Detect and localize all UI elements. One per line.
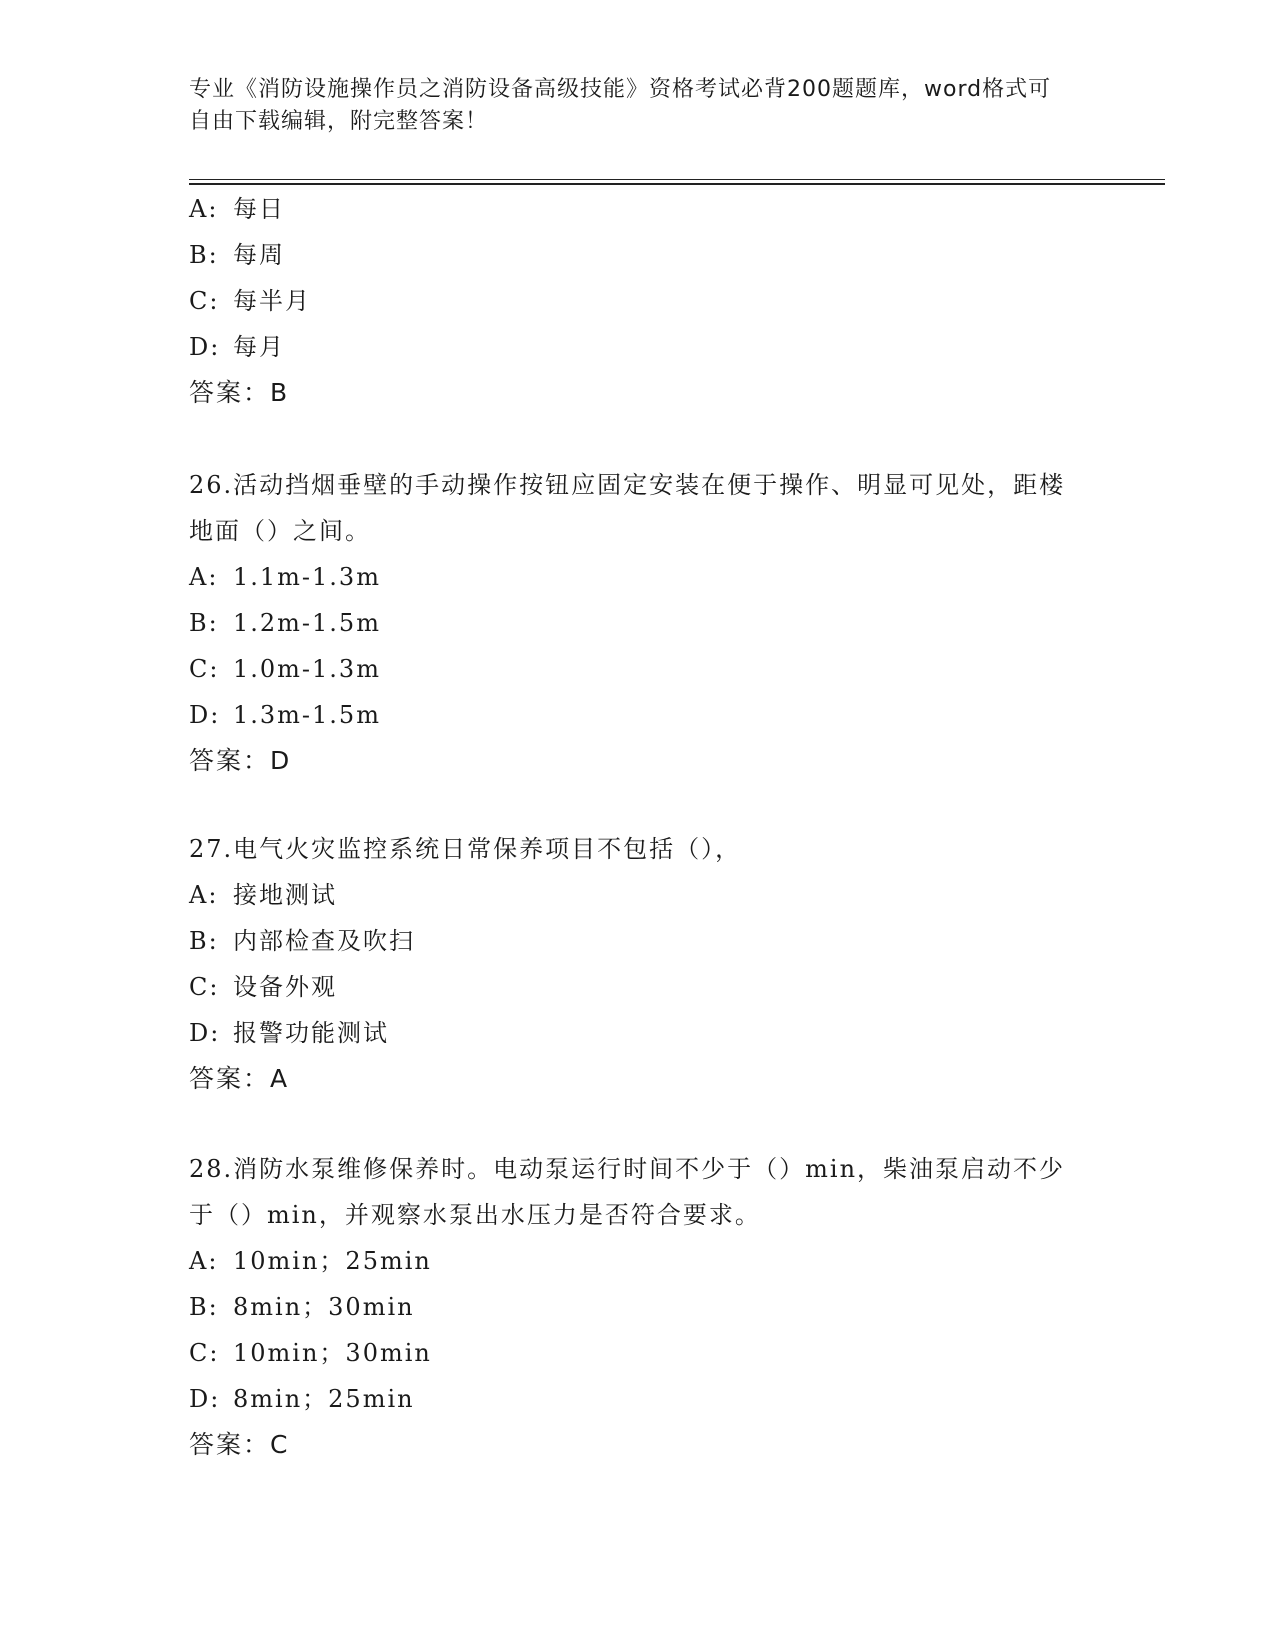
option-a (189, 186, 1089, 232)
option-b (189, 918, 1089, 964)
option-letter: C: (189, 1339, 220, 1367)
option-d (189, 1376, 1089, 1422)
header-divider-thick (189, 183, 1165, 185)
question-28 (189, 1146, 1089, 1468)
option-text: 每日 (233, 195, 285, 223)
option-b (189, 600, 1089, 646)
option-a (189, 554, 1089, 600)
option-text: 报警功能测试 (233, 1019, 389, 1047)
option-b (189, 1284, 1089, 1330)
option-text: 1.1m-1.3m (233, 563, 381, 591)
option-text: 8min；25min (233, 1385, 415, 1413)
option-letter: A: (189, 881, 219, 909)
option-text: 1.3m-1.5m (233, 701, 381, 729)
option-letter: B: (189, 609, 219, 637)
option-text: 每月 (233, 333, 285, 361)
question-26 (189, 462, 1089, 784)
option-letter: D: (189, 701, 221, 729)
question-stem: 26.活动挡烟垂壁的手动操作按钮应固定安装在便于操作、明显可见处，距楼地面（）之间。 (189, 471, 1066, 545)
option-text: 10min；25min (233, 1247, 432, 1275)
option-letter: A: (189, 563, 219, 591)
option-text: 每半月 (233, 287, 311, 315)
question-stem: 28.消防水泵维修保养时。电动泵运行时间不少于（）min，柴油泵启动不少于（）min，并观察水泵出水压力是否符合要求。 (189, 1155, 1066, 1229)
header-intro-text: 专业《消防设施操作员之消防设备高级技能》资格考试必背200题题库，word格式可自由下载编辑，附完整答案！ (189, 77, 1052, 134)
option-letter: C: (189, 973, 220, 1001)
option-letter: D: (189, 1019, 221, 1047)
option-d (189, 1010, 1089, 1056)
answer-line: 答案：D (189, 746, 292, 775)
header-divider-thin (189, 179, 1165, 180)
option-b (189, 232, 1089, 278)
option-letter: B: (189, 927, 219, 955)
option-c (189, 1330, 1089, 1376)
option-a (189, 872, 1089, 918)
option-a (189, 1238, 1089, 1284)
option-text: 8min；30min (233, 1293, 415, 1321)
option-text: 1.2m-1.5m (233, 609, 381, 637)
option-letter: D: (189, 1385, 221, 1413)
option-d (189, 324, 1089, 370)
option-c (189, 646, 1089, 692)
option-letter: C: (189, 287, 220, 315)
question-stem: 27.电气火灾监控系统日常保养项目不包括（）， (189, 835, 742, 863)
option-text: 接地测试 (233, 881, 337, 909)
question-27 (189, 826, 1089, 1102)
option-letter: A: (189, 195, 219, 223)
option-text: 内部检查及吹扫 (233, 927, 415, 955)
document-header (189, 74, 1069, 138)
option-c (189, 964, 1089, 1010)
answer-line: 答案：C (189, 1430, 290, 1459)
option-letter: D: (189, 333, 221, 361)
answer-line: 答案：A (189, 1064, 290, 1093)
option-letter: C: (189, 655, 220, 683)
option-letter: B: (189, 241, 219, 269)
answer-line: 答案：B (189, 378, 290, 407)
option-text: 1.0m-1.3m (233, 655, 381, 683)
option-text: 10min；30min (233, 1339, 432, 1367)
option-letter: B: (189, 1293, 219, 1321)
option-text: 设备外观 (233, 973, 337, 1001)
option-letter: A: (189, 1247, 219, 1275)
option-c (189, 278, 1089, 324)
option-d (189, 692, 1089, 738)
option-text: 每周 (233, 241, 285, 269)
question-25 (189, 186, 1089, 416)
